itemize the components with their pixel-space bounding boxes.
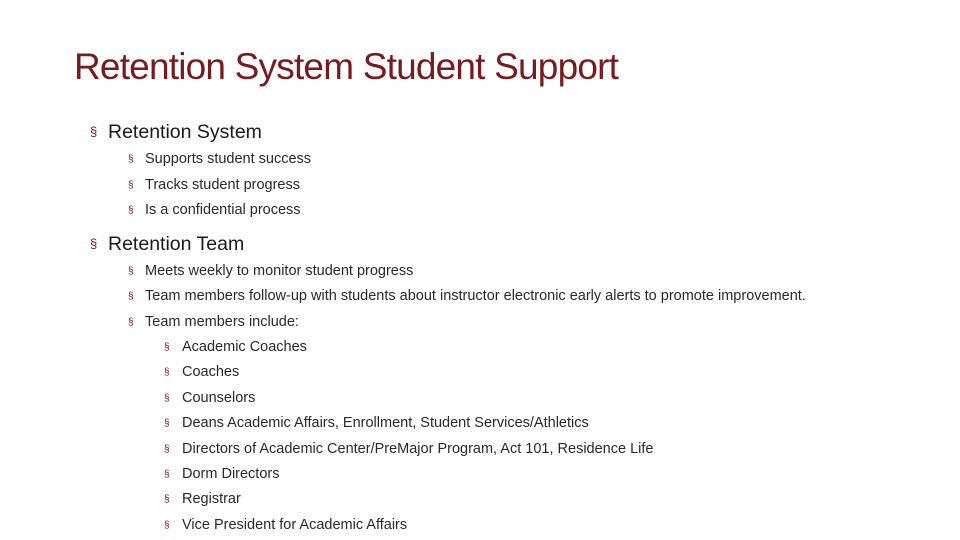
team-member-item bbox=[164, 487, 940, 512]
section-list bbox=[90, 119, 940, 538]
bullet-icon: § bbox=[164, 443, 170, 455]
list-item-text: Team members include: bbox=[145, 313, 299, 330]
bullet-icon: § bbox=[128, 154, 134, 165]
bullet-icon: § bbox=[164, 342, 170, 353]
bullet-icon: § bbox=[164, 367, 170, 379]
team-member-text: Coaches bbox=[182, 364, 240, 381]
bullet-icon: § bbox=[90, 235, 98, 251]
bullet-icon: § bbox=[164, 418, 170, 430]
team-member-item bbox=[164, 462, 940, 487]
section-items bbox=[128, 259, 940, 539]
bullet-icon: § bbox=[90, 124, 98, 139]
bullet-icon: § bbox=[128, 316, 134, 328]
list-item bbox=[128, 310, 940, 539]
list-item-text: Meets weekly to monitor student progress bbox=[145, 262, 414, 279]
bullet-icon: § bbox=[164, 392, 170, 404]
team-member-text: Vice President for Academic Affairs bbox=[182, 516, 408, 533]
team-member-text: Academic Coaches bbox=[182, 339, 307, 355]
bullet-icon: § bbox=[164, 494, 170, 506]
list-item-text: Team members follow-up with students about instructor electronic early alerts to promote improvement. bbox=[145, 288, 806, 304]
section-items bbox=[128, 147, 940, 224]
team-member-text: Deans Academic Affairs, Enrollment, Student Services/Athletics bbox=[182, 415, 589, 432]
list-item bbox=[128, 147, 940, 173]
team-member-item bbox=[164, 437, 940, 462]
list-item-text: Is a confidential process bbox=[145, 202, 301, 218]
team-member-item bbox=[164, 360, 940, 385]
list-item bbox=[128, 259, 940, 285]
slide-title: Retention System Student Support bbox=[74, 46, 619, 87]
list-item-text: Tracks student progress bbox=[145, 176, 300, 193]
team-member-item bbox=[164, 386, 940, 411]
team-member-item bbox=[164, 513, 940, 538]
section-retention-team bbox=[90, 231, 940, 539]
team-members-list bbox=[164, 335, 940, 538]
team-member-text: Counselors bbox=[182, 389, 256, 406]
list-item-text: Supports student success bbox=[145, 151, 312, 167]
section-retention-system bbox=[90, 119, 940, 224]
slide-content bbox=[90, 118, 940, 538]
section-heading: Retention Team bbox=[108, 232, 245, 255]
team-member-text: Registrar bbox=[182, 491, 241, 508]
team-member-text: Directors of Academic Center/PreMajor Program, Act 101, Residence Life bbox=[182, 440, 654, 457]
list-item bbox=[128, 198, 940, 224]
team-member-item bbox=[164, 335, 940, 360]
bullet-icon: § bbox=[128, 205, 134, 216]
bullet-icon: § bbox=[164, 519, 170, 531]
team-member-item bbox=[164, 411, 940, 436]
list-item bbox=[128, 284, 940, 310]
team-member-text: Dorm Directors bbox=[182, 466, 280, 483]
bullet-icon: § bbox=[128, 179, 134, 191]
section-heading: Retention System bbox=[108, 121, 262, 143]
list-item bbox=[128, 173, 940, 199]
bullet-icon: § bbox=[128, 291, 134, 302]
bullet-icon: § bbox=[164, 469, 170, 481]
bullet-icon: § bbox=[128, 265, 134, 277]
